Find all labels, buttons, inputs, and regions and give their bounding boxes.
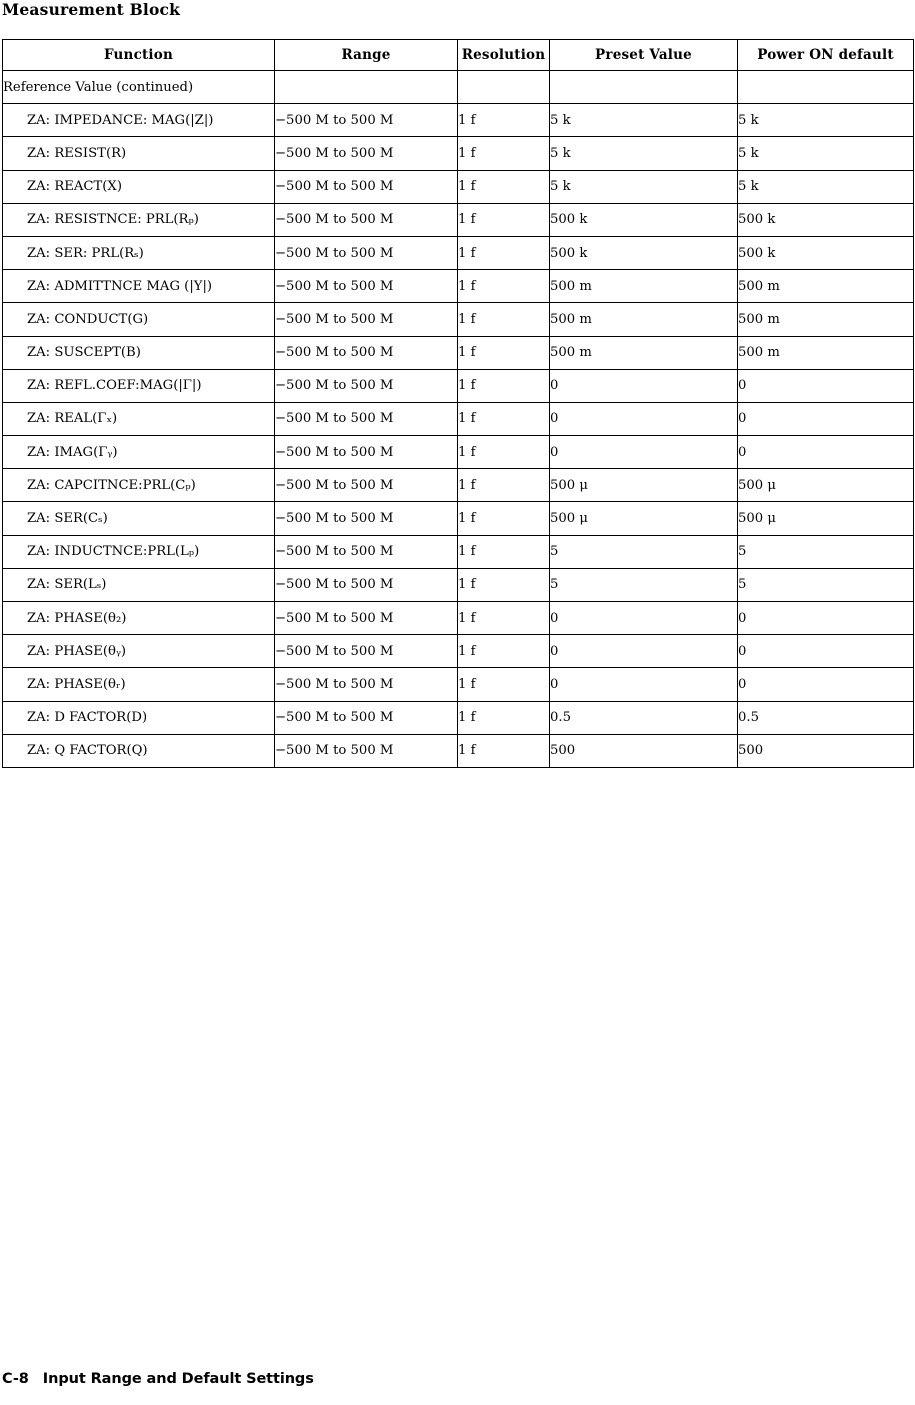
table-row [3,303,914,336]
table-row [3,734,914,767]
cell-function: ZA: PHASE(θ₂) [3,602,275,635]
column-header-power-on-default: Power ON default [738,40,914,71]
page-footer [2,1371,314,1387]
cell-range: −500 M to 500 M [275,734,458,767]
table-row [3,568,914,601]
table-row [3,535,914,568]
cell-power-on-default: 0 [738,602,914,635]
cell-power-on-default: 500 m [738,270,914,303]
cell-preset-value: 500 m [550,303,738,336]
cell-function: ZA: SER(Lₛ) [3,568,275,601]
table-section-row [3,71,914,104]
cell-resolution: 1 f [458,635,550,668]
cell-range: −500 M to 500 M [275,568,458,601]
cell-preset-value: 0.5 [550,701,738,734]
cell-range: −500 M to 500 M [275,436,458,469]
cell-resolution: 1 f [458,734,550,767]
footer-section-title: Input Range and Default Settings [42,1371,314,1387]
cell-power-on-default: 0 [738,402,914,435]
cell-power-on-default: 500 k [738,203,914,236]
cell-range: −500 M to 500 M [275,303,458,336]
cell-preset-value: 500 m [550,336,738,369]
cell-resolution: 1 f [458,701,550,734]
table-row [3,602,914,635]
cell-function: ZA: REAL(Γₓ) [3,402,275,435]
measurement-block-table [2,39,914,768]
cell-range: −500 M to 500 M [275,369,458,402]
table-row [3,668,914,701]
cell-preset-value: 0 [550,402,738,435]
cell-power-on-default: 0 [738,668,914,701]
cell-function: ZA: CONDUCT(G) [3,303,275,336]
cell-range: −500 M to 500 M [275,635,458,668]
cell-preset-value: 500 k [550,236,738,269]
cell-resolution: 1 f [458,469,550,502]
cell-preset-value: 500 k [550,203,738,236]
section-power-on-empty [738,71,914,104]
cell-preset-value: 5 k [550,104,738,137]
cell-preset-value: 500 μ [550,502,738,535]
section-resolution-empty [458,71,550,104]
cell-function: ZA: IMAG(Γᵧ) [3,436,275,469]
cell-power-on-default: 500 [738,734,914,767]
column-header-function: Function [3,40,275,71]
table-row [3,502,914,535]
cell-function: ZA: RESISTNCE: PRL(Rₚ) [3,203,275,236]
cell-resolution: 1 f [458,137,550,170]
cell-resolution: 1 f [458,270,550,303]
cell-power-on-default: 0.5 [738,701,914,734]
cell-range: −500 M to 500 M [275,236,458,269]
cell-function: ZA: SUSCEPT(B) [3,336,275,369]
cell-preset-value: 5 [550,535,738,568]
cell-power-on-default: 500 μ [738,502,914,535]
cell-power-on-default: 5 [738,535,914,568]
section-range-empty [275,71,458,104]
cell-resolution: 1 f [458,535,550,568]
table-row [3,270,914,303]
section-label: Reference Value (continued) [3,71,275,104]
cell-resolution: 1 f [458,436,550,469]
table-row [3,701,914,734]
cell-resolution: 1 f [458,336,550,369]
column-header-resolution: Resolution [458,40,550,71]
cell-function: ZA: D FACTOR(D) [3,701,275,734]
cell-resolution: 1 f [458,303,550,336]
cell-range: −500 M to 500 M [275,502,458,535]
table-row [3,336,914,369]
cell-resolution: 1 f [458,203,550,236]
column-header-range: Range [275,40,458,71]
cell-power-on-default: 500 μ [738,469,914,502]
column-header-preset-value: Preset Value [550,40,738,71]
cell-range: −500 M to 500 M [275,535,458,568]
cell-range: −500 M to 500 M [275,203,458,236]
table-row [3,137,914,170]
cell-function: ZA: SER: PRL(Rₛ) [3,236,275,269]
cell-range: −500 M to 500 M [275,336,458,369]
table-row [3,469,914,502]
cell-function: ZA: REFL.COEF:MAG(|Γ|) [3,369,275,402]
cell-range: −500 M to 500 M [275,602,458,635]
cell-function: ZA: ADMITTNCE MAG (|Y|) [3,270,275,303]
cell-preset-value: 5 k [550,170,738,203]
cell-resolution: 1 f [458,502,550,535]
cell-power-on-default: 0 [738,436,914,469]
cell-function: ZA: PHASE(θᵣ) [3,668,275,701]
cell-preset-value: 0 [550,635,738,668]
cell-range: −500 M to 500 M [275,668,458,701]
cell-preset-value: 500 m [550,270,738,303]
cell-power-on-default: 5 k [738,104,914,137]
page-title: Measurement Block [2,0,181,19]
cell-power-on-default: 0 [738,635,914,668]
cell-preset-value: 0 [550,369,738,402]
cell-resolution: 1 f [458,170,550,203]
cell-range: −500 M to 500 M [275,469,458,502]
cell-preset-value: 500 [550,734,738,767]
cell-resolution: 1 f [458,602,550,635]
cell-range: −500 M to 500 M [275,701,458,734]
cell-function: ZA: Q FACTOR(Q) [3,734,275,767]
table-row [3,104,914,137]
cell-power-on-default: 500 m [738,303,914,336]
cell-power-on-default: 500 m [738,336,914,369]
cell-function: ZA: SER(Cₛ) [3,502,275,535]
table-row [3,203,914,236]
cell-power-on-default: 5 [738,568,914,601]
cell-function: ZA: PHASE(θᵧ) [3,635,275,668]
table-row [3,236,914,269]
cell-resolution: 1 f [458,668,550,701]
table-header-row [3,40,914,71]
cell-function: ZA: INDUCTNCE:PRL(Lₚ) [3,535,275,568]
table-row [3,170,914,203]
cell-range: −500 M to 500 M [275,137,458,170]
cell-resolution: 1 f [458,568,550,601]
cell-function: ZA: CAPCITNCE:PRL(Cₚ) [3,469,275,502]
cell-preset-value: 5 k [550,137,738,170]
table-body [3,71,914,768]
cell-preset-value: 0 [550,602,738,635]
cell-power-on-default: 0 [738,369,914,402]
cell-range: −500 M to 500 M [275,270,458,303]
cell-resolution: 1 f [458,402,550,435]
cell-preset-value: 0 [550,668,738,701]
section-preset-empty [550,71,738,104]
cell-resolution: 1 f [458,236,550,269]
table-row [3,635,914,668]
table-row [3,436,914,469]
table-row [3,369,914,402]
cell-preset-value: 500 μ [550,469,738,502]
cell-function: ZA: RESIST(R) [3,137,275,170]
cell-power-on-default: 5 k [738,137,914,170]
cell-resolution: 1 f [458,369,550,402]
cell-range: −500 M to 500 M [275,170,458,203]
cell-resolution: 1 f [458,104,550,137]
cell-preset-value: 0 [550,436,738,469]
cell-function: ZA: REACT(X) [3,170,275,203]
footer-page-number: C-8 [2,1371,29,1387]
cell-preset-value: 5 [550,568,738,601]
cell-power-on-default: 5 k [738,170,914,203]
cell-range: −500 M to 500 M [275,402,458,435]
table-row [3,402,914,435]
cell-power-on-default: 500 k [738,236,914,269]
cell-range: −500 M to 500 M [275,104,458,137]
cell-function: ZA: IMPEDANCE: MAG(|Z|) [3,104,275,137]
